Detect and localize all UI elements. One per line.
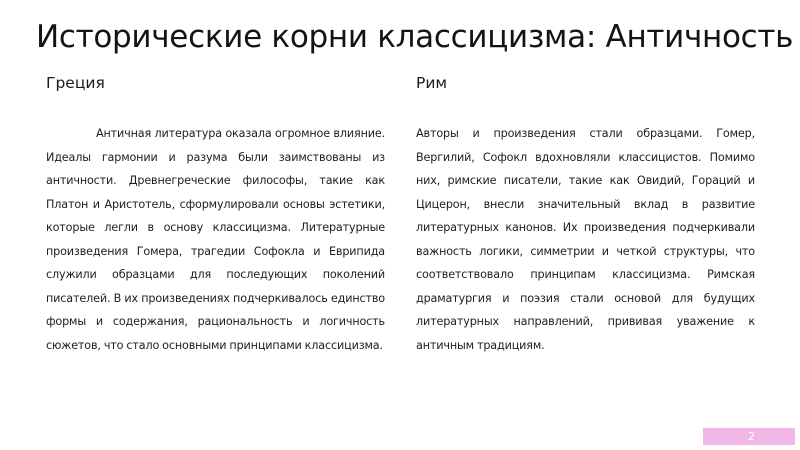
column-text-rome: Авторы и произведения стали образцами. Гомер, Вергилий, Софокл вдохновляли классицистов. Помимо них, римские писатели, такие как Овидий, Гораций и Цицерон, внесли значительный вклад в развитие литературных канонов. Их произведения подчеркивали важность логики, симметрии и четкой структуры, что соответствовало принципам классицизма. Римская драматургия и поэзия стали основой для будущих литературных направлений, прививая уважение к античным традициям. bbox=[416, 127, 755, 352]
page-number-badge: 2 bbox=[703, 428, 795, 445]
column-heading-greece: Греция bbox=[46, 74, 105, 92]
column-heading-rome: Рим bbox=[416, 74, 448, 92]
column-text-greece: Античная литература оказала огромное влияние. Идеалы гармонии и разума были заимствованы из античности. Древнегреческие философы, такие как Платон и Аристотель, сформулировали основы эстетики, которые легли в основу классицизма. Литературные произведения Гомера, трагедии Софокла и Еврипида служили образцами для последующих поколений писателей. В их произведениях подчеркивалось единство формы и содержания, рациональность и логичность сюжетов, что стало основными принципами классицизма. bbox=[46, 127, 385, 352]
slide-title: Исторические корни классицизма: Античность bbox=[36, 19, 794, 55]
